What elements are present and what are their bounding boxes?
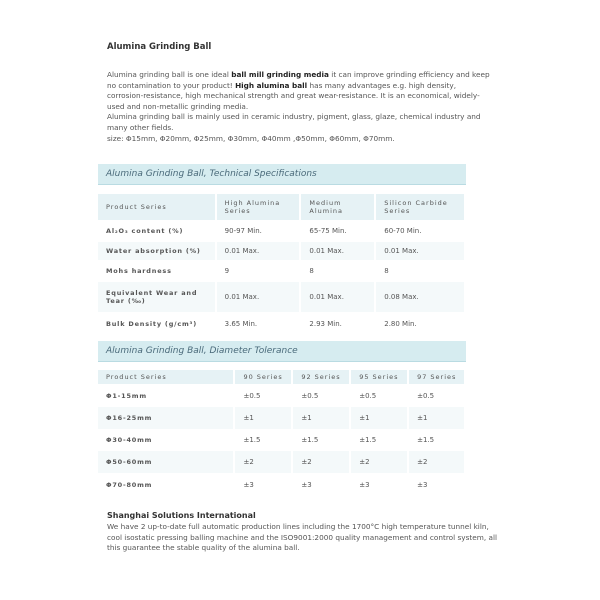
table-cell: 0.01 Max. [300,242,375,260]
table-cell: 8 [375,260,465,282]
column-header: 97 Series [408,370,465,384]
table-cell: 60-70 Min. [375,220,465,242]
table-cell: ±3 [292,473,350,497]
table-cell: 0.01 Max. [300,282,375,312]
table-cell: ±2 [350,451,408,473]
table-row [98,451,465,473]
tech-spec-table [98,194,466,336]
table-cell: ±1 [234,407,292,429]
company-description: We have 2 up-to-date full automatic production lines including the 1700°C high temperature tunnel kiln, cool isostatic pressing balling machine and the ISO9001:2000 quality management and control system, all this guarantee the stable quality of the alumina ball. [107,522,498,553]
table-row [98,282,465,312]
row-label: Water absorption (%) [98,242,216,260]
intro-text-segment: Alumina grinding ball is one ideal [107,70,232,79]
table-cell: 9 [216,260,301,282]
table-cell: ±3 [408,473,465,497]
table-cell: 0.01 Max. [216,282,301,312]
ball-mill-grinding-media-link[interactable]: ball mill grinding media [231,70,329,79]
high-alumina-ball-link[interactable]: High alumina ball [235,80,308,90]
column-header: Medium Alumina [300,194,375,220]
row-label: Equivalent Wear and Tear (‰) [98,282,216,312]
table-cell: ±0.5 [350,384,408,407]
table-row [98,312,465,336]
table-row [98,473,465,497]
row-label: Φ70-80mm [98,473,234,497]
table-header-row [98,370,465,384]
intro-sizes: size: Φ15mm, Φ20mm, Φ25mm, Φ30mm, Φ40mm ,Φ50mm, Φ60mm, Φ70mm. [107,133,395,143]
table-cell: 90-97 Min. [216,220,301,242]
tech-spec-heading: Alumina Grinding Ball, Technical Specifications [106,169,317,179]
table-cell: ±2 [292,451,350,473]
table-cell: ±0.5 [292,384,350,407]
row-label: Φ30-40mm [98,429,234,451]
table-cell: ±1 [350,407,408,429]
table-cell: ±1 [408,407,465,429]
column-header: Product Series [98,194,216,220]
row-label: Φ16-25mm [98,407,234,429]
page-title: Alumina Grinding Ball [107,42,212,52]
intro-paragraph-1 [107,70,492,112]
intro-text-segment: has many advantages e.g. high density, corrosion-resistance, high mechanical strength and great wear-resistance. It is an economical, widely-used and non-metallic grinding media. [107,80,480,111]
column-header: 92 Series [292,370,350,384]
table-cell: ±1 [292,407,350,429]
row-label: Φ50-60mm [98,451,234,473]
table-cell: ±1.5 [234,429,292,451]
table-row [98,429,465,451]
table-cell: ±3 [234,473,292,497]
intro-text [107,70,492,144]
table-cell: ±2 [234,451,292,473]
table-cell: ±0.5 [408,384,465,407]
table-cell: 0.08 Max. [375,282,465,312]
table-cell: ±2 [408,451,465,473]
table-cell: 2.80 Min. [375,312,465,336]
table-row [98,384,465,407]
tolerance-heading: Alumina Grinding Ball, Diameter Tolerance [106,346,298,356]
table-row [98,407,465,429]
row-label: Bulk Density (g/cm³) [98,312,216,336]
intro-paragraph-2: Alumina grinding ball is mainly used in ceramic industry, pigment, glass, glaze, chemical industry and many other fields. [107,112,481,132]
table-cell: ±1.5 [350,429,408,451]
table-cell: 2.93 Min. [300,312,375,336]
table-cell: 0.01 Max. [375,242,465,260]
table-cell: 0.01 Max. [216,242,301,260]
tech-spec-heading-bar [98,164,466,185]
table-cell: 3.65 Min. [216,312,301,336]
table-row [98,220,465,242]
table-cell: 65-75 Min. [300,220,375,242]
row-label: Φ1-15mm [98,384,234,407]
table-cell: ±0.5 [234,384,292,407]
table-cell: ±1.5 [292,429,350,451]
column-header: High Alumina Series [216,194,301,220]
row-label: Mohs hardness [98,260,216,282]
column-header: Product Series [98,370,234,384]
tolerance-heading-bar [98,341,466,362]
table-header-row [98,194,465,220]
table-row [98,242,465,260]
company-name: Shanghai Solutions International [107,511,256,520]
table-cell: 8 [300,260,375,282]
tolerance-table [98,370,466,497]
intro-text-segment: it can improve grinding efficiency and keep no contamination to your product! [107,70,490,90]
row-label: Al₂O₃ content (%) [98,220,216,242]
column-header: 90 Series [234,370,292,384]
table-cell: ±3 [350,473,408,497]
table-cell: ±1.5 [408,429,465,451]
column-header: 95 Series [350,370,408,384]
column-header: Silicon Carbide Series [375,194,465,220]
table-row [98,260,465,282]
